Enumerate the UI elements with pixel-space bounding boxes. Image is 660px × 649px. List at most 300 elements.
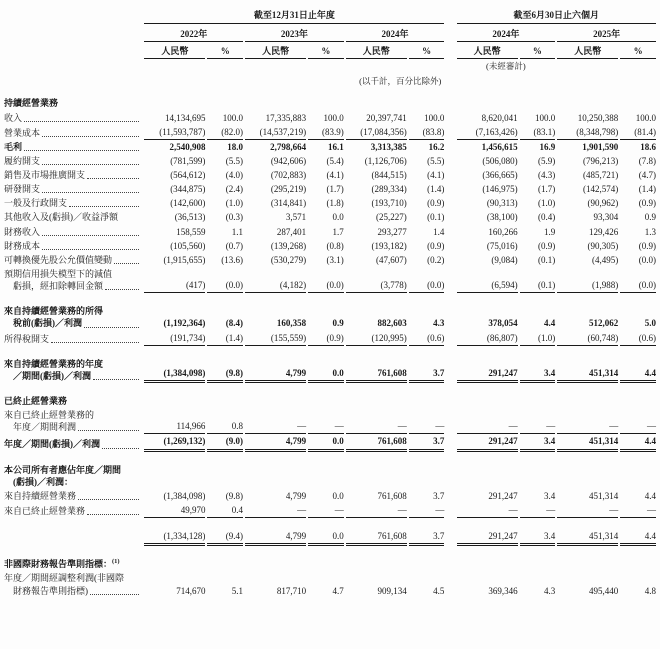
cell-value: (13.6) <box>221 254 244 265</box>
row-label-text: 持續經營業務 <box>4 98 59 109</box>
cell-value: (1.0) <box>225 198 244 209</box>
cell-value: (0.9) <box>427 198 445 209</box>
cell-value: (90,962) <box>587 198 619 209</box>
cell-value: 369,346 <box>488 585 518 596</box>
dot-leader <box>105 289 139 290</box>
cell-value: (0.6) <box>409 331 445 346</box>
row-label-text: 財務成本 <box>4 240 41 251</box>
cell-value: 16.1 <box>327 141 344 152</box>
cell-value: (0.9) <box>308 331 344 346</box>
row-label-text: 來自已終止經營業務 <box>4 506 86 517</box>
table-row <box>4 225 656 239</box>
cell-value: (36,513) <box>174 212 206 223</box>
cell-value: 495,440 <box>589 585 619 596</box>
cell-value: (1.7) <box>537 184 556 195</box>
currency-header: 人民幣 <box>557 42 618 59</box>
row-label <box>4 182 142 196</box>
cell-value: (83.1) <box>520 125 556 140</box>
cell-value: (75,016) <box>486 240 518 251</box>
dot-leader <box>87 178 139 179</box>
cell-value: (506,080) <box>482 155 518 166</box>
row-label-text: 所得稅開支 <box>4 333 50 344</box>
row-label-text: 收入 <box>4 112 23 123</box>
cell-value: (0.0) <box>620 267 656 293</box>
group-gap <box>446 111 454 125</box>
cell-value: (8,348,798) <box>557 125 618 140</box>
cell-value: (314,841) <box>270 198 307 209</box>
cell-value: (4.7) <box>638 170 656 181</box>
table-row <box>4 503 656 518</box>
row-label-text: 來自持續經營業務的年度 <box>4 358 104 369</box>
table-row <box>4 346 656 383</box>
cell-value: 4.4 <box>543 318 556 329</box>
row-label-text: 年度／期間利潤 <box>13 422 77 433</box>
cell-value: (142,600) <box>170 198 206 209</box>
row-label-text: 財務收入 <box>4 226 41 237</box>
cell-value: 18.6 <box>640 141 656 152</box>
cell-value: 714,670 <box>176 585 206 596</box>
cell-value: 4.7 <box>332 585 344 596</box>
row-label-text: (虧損)／利潤： <box>13 476 73 487</box>
dot-leader <box>42 235 139 236</box>
table-row <box>4 267 656 293</box>
cell-value: 93,304 <box>593 212 619 223</box>
cell-value: 100.0 <box>323 112 344 123</box>
row-label <box>4 346 142 383</box>
cell-value: (7,163,426) <box>457 125 518 140</box>
cell-value: (9.0) <box>207 434 243 451</box>
cell-value: — <box>409 408 445 434</box>
cell-value: (7.8) <box>638 155 656 166</box>
cell-value: (3.1) <box>326 254 344 265</box>
cell-value: — <box>520 408 556 434</box>
cell-value: (702,883) <box>270 170 307 181</box>
cell-value: 512,062 <box>589 318 619 329</box>
row-label <box>4 571 142 597</box>
row-label-text: ／期間(虧損)／利潤 <box>13 370 91 381</box>
cell-value: (1,334,128) <box>144 518 205 546</box>
group-gap <box>446 154 454 168</box>
row-label <box>4 196 142 210</box>
cell-value: 1,901,590 <box>582 141 619 152</box>
group-gap <box>446 168 454 182</box>
cell-value: 451,314 <box>557 434 618 451</box>
dot-leader <box>93 379 139 380</box>
section-row <box>4 96 656 110</box>
group-gap <box>446 8 454 24</box>
cell-value: (344,875) <box>170 184 206 195</box>
cell-value: — <box>245 408 306 434</box>
dot-leader <box>24 121 139 122</box>
subcolumn-header-row <box>4 42 656 59</box>
row-label <box>4 253 142 267</box>
cell-value: (1,126,706) <box>364 155 407 166</box>
period-group-interim: 截至6月30日止六個月 <box>457 8 656 24</box>
row-label <box>4 111 142 125</box>
table-row <box>4 210 656 224</box>
dot-leader <box>42 164 139 165</box>
cell-value: 4.3 <box>433 318 445 329</box>
cell-value: 1.1 <box>231 226 244 237</box>
currency-header: 人民幣 <box>245 42 306 59</box>
cell-value: (0.4) <box>537 212 556 223</box>
row-label-text: 銷售及市場推廣開支 <box>4 170 86 181</box>
row-label <box>4 125 142 140</box>
table-row <box>4 140 656 154</box>
cell-value: 3.4 <box>543 490 556 501</box>
cell-value: (0.0) <box>308 267 344 293</box>
row-label <box>4 140 142 154</box>
cell-value: 160,358 <box>276 318 307 329</box>
table-row <box>4 125 656 140</box>
row-label-text: 可轉換優先股公允價值變動 <box>4 254 113 265</box>
period-group-annual: 截至12月31日止年度 <box>144 8 444 24</box>
group-gap <box>446 346 454 383</box>
table-row <box>4 489 656 503</box>
cell-value: (9.8) <box>225 490 244 501</box>
cell-value: (0.1) <box>537 254 556 265</box>
cell-value: (1,192,364) <box>163 318 206 329</box>
cell-value: (146,975) <box>482 184 518 195</box>
cell-value: 3.7 <box>433 490 445 501</box>
year-header-2023: 2023年 <box>245 24 344 42</box>
group-gap <box>446 571 454 597</box>
cell-value: 4.4 <box>620 346 656 383</box>
cell-value: 20,397,741 <box>366 112 407 123</box>
table-header <box>4 8 656 96</box>
cell-value: (5.9) <box>537 155 556 166</box>
table-row <box>4 293 656 330</box>
cell-value: (4,495) <box>592 254 619 265</box>
row-label-text: 來自持續經營業務的所得 <box>4 306 104 317</box>
cell-value: 4,799 <box>245 518 306 546</box>
year-header-2024: 2024年 <box>346 24 445 42</box>
table-row <box>4 571 656 597</box>
cell-value: 1.7 <box>332 226 344 237</box>
cell-value: (5.5) <box>225 155 244 166</box>
cell-value: (1,384,098) <box>163 490 206 501</box>
row-label-text: 來自已終止經營業務的 <box>4 410 95 421</box>
cell-value: 3.4 <box>520 518 556 546</box>
cell-value: 5.1 <box>231 585 244 596</box>
cell-value: (1,988) <box>557 267 618 293</box>
group-gap <box>446 518 454 546</box>
cell-value: (1.0) <box>520 331 556 346</box>
cell-value: — <box>457 503 518 518</box>
section-row <box>4 546 656 571</box>
cell-value: (1,269,132) <box>144 434 205 451</box>
dot-leader <box>24 150 139 151</box>
dot-leader <box>51 342 139 343</box>
cell-value: 2,540,908 <box>169 141 206 152</box>
row-label-text: 已終止經營業務 <box>4 396 68 407</box>
row-label <box>4 489 142 503</box>
table-row <box>4 434 656 451</box>
cell-value: 882,603 <box>377 318 407 329</box>
cell-value: (0.0) <box>638 254 656 265</box>
cell-value: 10,250,388 <box>577 112 619 123</box>
cell-value: (17,084,356) <box>346 125 407 140</box>
row-label <box>4 293 142 330</box>
cell-value: 18.0 <box>227 141 244 152</box>
cell-value: (86,807) <box>457 331 518 346</box>
dot-leader <box>69 206 139 207</box>
cell-value: (5.4) <box>326 155 344 166</box>
cell-value: (295,219) <box>270 184 307 195</box>
cell-value: (0.0) <box>409 267 445 293</box>
cell-value: 761,608 <box>346 434 407 451</box>
group-gap <box>446 408 454 434</box>
cell-value: (0.9) <box>537 240 556 251</box>
row-label-text: 稅前(虧損)／利潤 <box>13 318 82 329</box>
cell-value: (90,305) <box>587 240 619 251</box>
year-header-row <box>4 24 656 42</box>
cell-value: 0.8 <box>207 408 243 434</box>
cell-value: — <box>557 408 618 434</box>
cell-value: (9.4) <box>207 518 243 546</box>
cell-value: 0.0 <box>308 346 344 383</box>
cell-value: (844,515) <box>371 170 407 181</box>
dot-leader <box>114 263 139 264</box>
cell-value: 0.0 <box>332 490 344 501</box>
cell-value: 100.0 <box>424 112 445 123</box>
cell-value: (942,606) <box>270 155 307 166</box>
row-label-text: 非國際財務報告準則指標：$^{(1)}$ <box>4 558 120 570</box>
cell-value: 3.7 <box>409 518 445 546</box>
group-gap <box>446 196 454 210</box>
cell-value: 4.4 <box>620 518 656 546</box>
currency-header: 人民幣 <box>457 42 518 59</box>
table-row <box>4 408 656 434</box>
cell-value: 114,966 <box>144 408 205 434</box>
label-column-spacer <box>4 8 142 24</box>
cell-value: (81.4) <box>620 125 656 140</box>
cell-value: (1.4) <box>638 184 656 195</box>
row-label <box>4 154 142 168</box>
cell-value: 451,314 <box>557 346 618 383</box>
cell-value: 0.0 <box>308 434 344 451</box>
cell-value: (142,574) <box>583 184 619 195</box>
cell-value: 291,247 <box>457 346 518 383</box>
cell-value: (0.9) <box>638 240 656 251</box>
cell-value: (6,594) <box>457 267 518 293</box>
row-label <box>4 518 142 546</box>
year-header-2022: 2022年 <box>144 24 243 42</box>
cell-value: 3.7 <box>409 434 445 451</box>
cell-value: (47,607) <box>376 254 407 265</box>
cell-value: (1,915,655) <box>163 254 206 265</box>
cell-value: 17,335,883 <box>265 112 307 123</box>
cell-value: (0.8) <box>326 240 344 251</box>
cell-value: (0.1) <box>427 212 445 223</box>
cell-value: 160,266 <box>488 226 518 237</box>
row-label-text: 虧損，經扣除轉回金額 <box>13 281 104 292</box>
cell-value: — <box>457 408 518 434</box>
cell-value: 3,313,385 <box>370 141 407 152</box>
cell-value: (90,313) <box>486 198 518 209</box>
section-row <box>4 383 656 408</box>
row-label <box>4 434 142 451</box>
cell-value: (193,182) <box>371 240 407 251</box>
group-gap <box>446 210 454 224</box>
row-label-text: 研發開支 <box>4 184 41 195</box>
table-body <box>4 96 656 597</box>
cell-value: (38,100) <box>486 212 518 223</box>
cell-value: (3,778) <box>346 267 407 293</box>
cell-value: (25,227) <box>376 212 407 223</box>
cell-value: — <box>245 503 306 518</box>
cell-value: 1,456,615 <box>481 141 518 152</box>
dot-leader <box>102 448 139 449</box>
cell-value: 909,134 <box>377 585 407 596</box>
cell-value: (1,384,098) <box>144 346 205 383</box>
table-row <box>4 182 656 196</box>
cell-value: 1.4 <box>433 226 445 237</box>
dot-leader <box>42 192 139 193</box>
cell-value: 293,277 <box>377 226 407 237</box>
percent-header: % <box>520 42 556 59</box>
cell-value: 0.0 <box>332 212 344 223</box>
group-gap <box>446 182 454 196</box>
dot-leader <box>42 249 139 250</box>
financial-table <box>2 8 658 598</box>
cell-value: 100.0 <box>222 112 244 123</box>
cell-value: (796,213) <box>583 155 619 166</box>
table-row <box>4 239 656 253</box>
cell-value: (366,665) <box>482 170 518 181</box>
cell-value: 378,054 <box>488 318 518 329</box>
group-gap <box>446 239 454 253</box>
row-label <box>4 168 142 182</box>
row-label <box>4 408 142 434</box>
group-gap <box>446 267 454 293</box>
dot-leader <box>90 594 139 595</box>
cell-value: — <box>620 408 656 434</box>
row-label-text: 營業成本 <box>4 127 41 138</box>
cell-value: (0.2) <box>427 254 445 265</box>
cell-value: 3.4 <box>520 434 556 451</box>
group-gap <box>446 125 454 140</box>
cell-value: (82.0) <box>207 125 243 140</box>
cell-value: (9.8) <box>207 346 243 383</box>
cell-value: 3.7 <box>409 346 445 383</box>
row-label-text: 年度／期間經調整利潤(非國際 <box>4 573 124 584</box>
cell-value: (417) <box>144 267 205 293</box>
row-label <box>4 331 142 346</box>
cell-value: 0.0 <box>308 518 344 546</box>
cell-value: 1.9 <box>543 226 556 237</box>
cell-value: (0.7) <box>225 240 244 251</box>
cell-value: — <box>409 503 445 518</box>
cell-value: 5.0 <box>644 318 656 329</box>
cell-value: (11,593,787) <box>144 125 205 140</box>
percent-header: % <box>207 42 243 59</box>
section-label <box>4 452 656 489</box>
table-row <box>4 111 656 125</box>
row-label-text: 預期信用損失模型下的減值 <box>4 269 113 280</box>
unaudited-note: (未經審計) <box>486 61 526 72</box>
cell-value: 0.9 <box>644 212 656 223</box>
group-gap <box>446 331 454 346</box>
cell-value: (83.8) <box>409 125 445 140</box>
cell-value: — <box>620 503 656 518</box>
cell-value: (0.9) <box>427 240 445 251</box>
percent-header: % <box>620 42 656 59</box>
row-label-text: 一般及行政開支 <box>4 198 68 209</box>
row-label-text: 財務報告準則指標) <box>13 585 88 596</box>
cell-value: 14,134,695 <box>164 112 206 123</box>
cell-value: (1.7) <box>326 184 344 195</box>
cell-value: (14,537,219) <box>245 125 306 140</box>
cell-value: 451,314 <box>589 490 619 501</box>
cell-value: — <box>520 503 556 518</box>
cell-value: 761,608 <box>377 490 407 501</box>
table-row <box>4 168 656 182</box>
cell-value: 4,799 <box>285 490 307 501</box>
dot-leader <box>87 514 139 515</box>
dot-leader <box>84 327 139 328</box>
year-header-2024-interim: 2024年 <box>457 24 556 42</box>
row-label <box>4 503 142 518</box>
cell-value: (0.0) <box>207 267 243 293</box>
section-label <box>4 546 656 571</box>
cell-value: — <box>346 408 407 434</box>
year-header-2025-interim: 2025年 <box>557 24 656 42</box>
cell-value: 4,799 <box>245 346 306 383</box>
table-row <box>4 253 656 267</box>
percent-header: % <box>409 42 445 59</box>
cell-value: 451,314 <box>557 518 618 546</box>
table-row <box>4 196 656 210</box>
cell-value: (0.3) <box>225 212 244 223</box>
cell-value: 0.9 <box>332 318 344 329</box>
table-row <box>4 518 656 546</box>
currency-header: 人民幣 <box>144 42 205 59</box>
row-label <box>4 267 142 293</box>
cell-value: (105,560) <box>170 240 206 251</box>
cell-value: 291,247 <box>457 518 518 546</box>
cell-value: (1.0) <box>537 198 556 209</box>
group-gap <box>446 293 454 330</box>
section-row <box>4 452 656 489</box>
cell-value: (530,279) <box>270 254 307 265</box>
cell-value: (155,559) <box>245 331 306 346</box>
cell-value: (4.0) <box>225 170 244 181</box>
group-gap <box>446 140 454 154</box>
cell-value: 16.9 <box>539 141 556 152</box>
cell-value: 4.8 <box>644 585 656 596</box>
dot-leader <box>78 430 139 431</box>
unaudited-note-row <box>4 59 656 73</box>
currency-header: 人民幣 <box>346 42 407 59</box>
cell-value: 761,608 <box>346 518 407 546</box>
cell-value: (120,995) <box>346 331 407 346</box>
cell-value: (1.8) <box>326 198 344 209</box>
dot-leader <box>78 499 139 500</box>
cell-value: (0.6) <box>620 331 656 346</box>
row-label-text: 本公司所有者應佔年度／期間 <box>4 464 122 475</box>
cell-value: (4.3) <box>537 170 556 181</box>
cell-value: 158,559 <box>176 226 206 237</box>
group-gap <box>446 434 454 451</box>
cell-value: (5.5) <box>427 155 445 166</box>
table-row <box>4 331 656 346</box>
cell-value: 16.2 <box>428 141 445 152</box>
cell-value: 129,426 <box>589 226 619 237</box>
cell-value: (9,084) <box>491 254 518 265</box>
group-gap <box>446 503 454 518</box>
cell-value: 4.4 <box>620 434 656 451</box>
